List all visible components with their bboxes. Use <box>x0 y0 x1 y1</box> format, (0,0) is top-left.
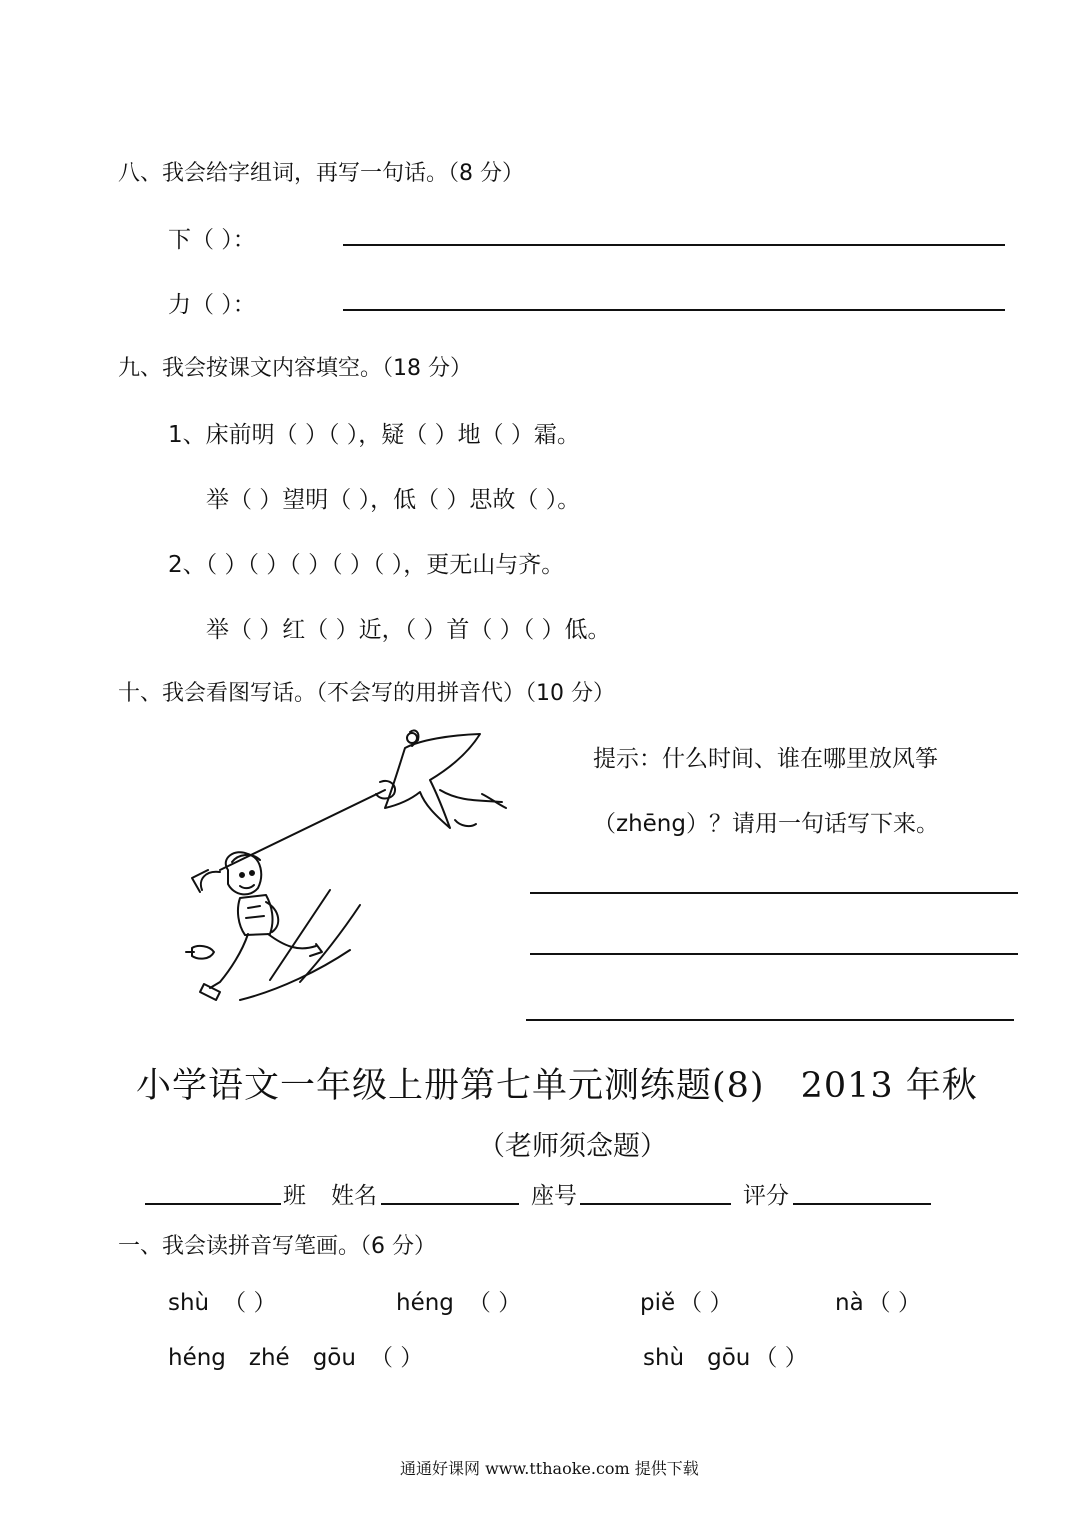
section-10-heading: 十、我会看图写话。（不会写的用拼音代）（10 分） <box>118 681 615 706</box>
class-label: 班 <box>283 1183 306 1209</box>
writing-line[interactable] <box>526 1019 1014 1021</box>
stroke-item-pie <box>640 1284 732 1317</box>
boy-flying-kite-illustration <box>180 720 520 1010</box>
stroke-blank[interactable]: （ ） <box>754 1345 808 1371</box>
stroke-blank[interactable]: （ ） <box>679 1290 733 1316</box>
sentence-line[interactable] <box>343 309 1005 311</box>
exam-title: 小学语文一年级上册第七单元测练题(8) 2013 年秋 <box>136 1066 978 1106</box>
word-paren-blank[interactable]: （ ）： <box>191 292 256 318</box>
fill-line-3[interactable]: 2、（ ）（ ）（ ）（ ）（ ），更无山与齐。 <box>168 552 565 578</box>
seat-blank[interactable] <box>580 1203 731 1205</box>
footer-source: 通通好课网 www.tthaoke.com 提供下载 <box>400 1459 699 1478</box>
word-paren-blank[interactable]: （ ）： <box>191 227 256 253</box>
fill-line-1[interactable]: 1、床前明（ ）（ ），疑（ ）地（ ）霜。 <box>168 422 580 448</box>
stroke-blank[interactable]: （ ） <box>223 1290 277 1316</box>
stroke-item-shu-gou <box>643 1339 808 1372</box>
pinyin-label: héng <box>396 1290 454 1316</box>
writing-line[interactable] <box>530 892 1018 894</box>
writing-line[interactable] <box>530 953 1018 955</box>
name-label: 姓名 <box>331 1183 377 1209</box>
fill-line-4[interactable]: 举（ ）红（ ）近，（ ）首（ ）（ ）低。 <box>206 617 611 643</box>
pinyin-label: nà <box>835 1290 864 1316</box>
class-blank[interactable] <box>145 1203 281 1205</box>
seat-label: 座号 <box>531 1183 577 1209</box>
stroke-item-shu <box>168 1284 276 1317</box>
pinyin-label: héng zhé gōu <box>168 1345 356 1371</box>
pinyin-label: piě <box>640 1290 676 1316</box>
score-blank[interactable] <box>793 1203 931 1205</box>
name-blank[interactable] <box>381 1203 519 1205</box>
section-8-heading: 八、我会给字组词，再写一句话。（8 分） <box>118 161 524 186</box>
hint-line-1: 提示：什么时间、谁在哪里放风筝 <box>593 746 938 772</box>
stroke-blank[interactable]: （ ） <box>369 1345 424 1371</box>
word-row-xia <box>168 221 256 254</box>
section-9-heading: 九、我会按课文内容填空。（18 分） <box>118 356 472 381</box>
hint-line-2: （zhēng）？请用一句话写下来。 <box>593 811 939 837</box>
section-1-heading: 一、我会读拼音写笔画。（6 分） <box>118 1234 436 1259</box>
sentence-line[interactable] <box>343 244 1005 246</box>
word-char: 力 <box>168 292 191 318</box>
stroke-item-heng-zhe-gou <box>168 1339 423 1372</box>
stroke-item-na <box>835 1284 921 1317</box>
stroke-blank[interactable]: （ ） <box>467 1290 522 1316</box>
pinyin-label: shù gōu <box>643 1345 751 1371</box>
pinyin-label: shù <box>168 1290 210 1316</box>
word-char: 下 <box>168 227 191 253</box>
fill-line-2[interactable]: 举（ ）望明（ ），低（ ）思故（ ）。 <box>206 487 581 513</box>
word-row-li <box>168 286 256 319</box>
score-label: 评分 <box>743 1183 789 1209</box>
stroke-item-heng <box>396 1284 521 1317</box>
exam-subtitle: （老师须念题） <box>478 1131 667 1162</box>
stroke-blank[interactable]: （ ） <box>867 1290 921 1316</box>
